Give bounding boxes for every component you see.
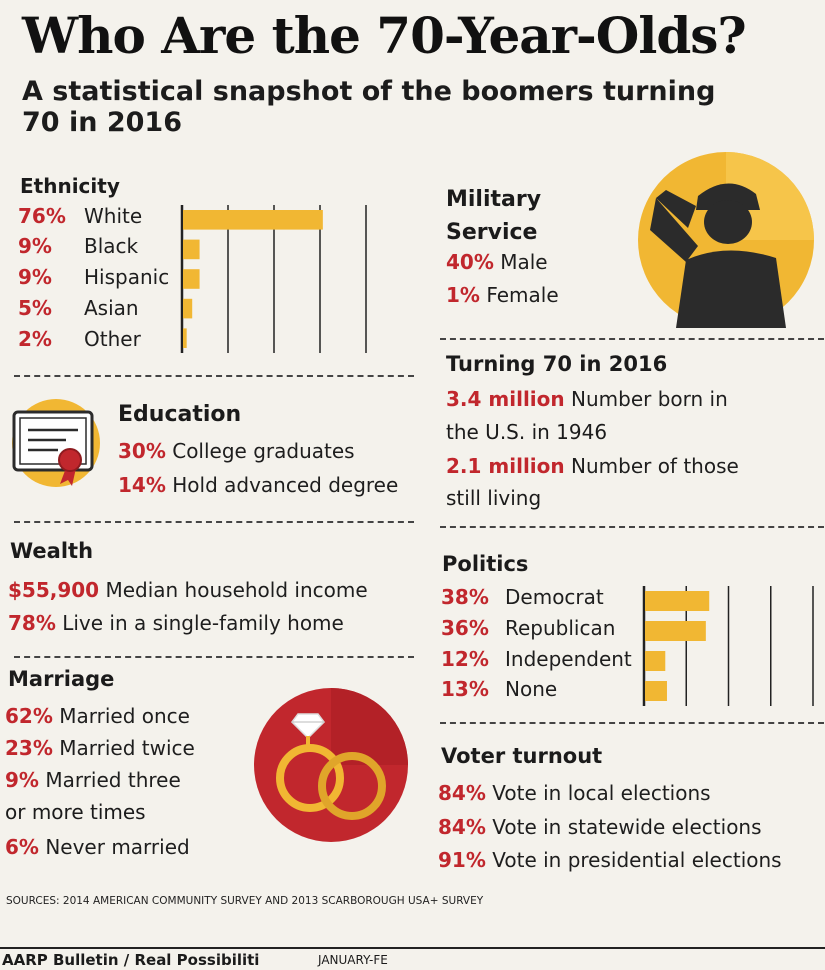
- living-text-line2: still living: [446, 486, 542, 510]
- marriage-row-continued: or more times: [5, 800, 146, 824]
- marriage-header: Marriage: [8, 667, 115, 691]
- footer-brand: AARP Bulletin / Real Possibiliti: [2, 951, 260, 969]
- politics-header: Politics: [442, 552, 529, 576]
- politics-row: [441, 677, 557, 701]
- saluting-soldier-icon: [636, 150, 816, 330]
- page-subtitle: A statistical snapshot of the boomers turning 70 in 2016: [22, 76, 716, 138]
- bar-democrat: [645, 591, 709, 611]
- marriage-label: Married once: [59, 704, 190, 728]
- sources-note: SOURCES: 2014 AMERICAN COMMUNITY SURVEY AND 2013 SCARBOROUGH USA+ SURVEY: [6, 895, 484, 907]
- military-label: Male: [500, 250, 548, 274]
- wealth-label: Live in a single-family home: [62, 611, 344, 635]
- turning70-stat-born: [446, 387, 728, 411]
- wealth-value: 78%: [8, 611, 56, 635]
- bar-hispanic: [183, 269, 200, 289]
- voter-pct: 84%: [438, 781, 486, 805]
- page-title: Who Are the 70-Year-Olds?: [22, 6, 746, 65]
- politics-row: [441, 616, 615, 640]
- ethnicity-row: [18, 204, 142, 228]
- politics-label: None: [505, 677, 558, 701]
- wealth-row: [8, 578, 368, 602]
- education-label: College graduates: [172, 439, 355, 463]
- bar-none: [645, 681, 667, 701]
- ethnicity-pct: 2%: [18, 327, 52, 351]
- ethnicity-row: [18, 296, 139, 320]
- footer-bar: [0, 947, 825, 970]
- ethnicity-label: Other: [84, 327, 141, 351]
- living-text: Number of those: [571, 454, 739, 478]
- marriage-label: Married three: [45, 768, 181, 792]
- education-row: [118, 473, 398, 497]
- marriage-pct: 6%: [5, 835, 39, 859]
- ethnicity-label: White: [84, 204, 143, 228]
- bar-black: [183, 240, 200, 260]
- politics-pct: 12%: [441, 647, 489, 671]
- politics-label: Democrat: [505, 585, 604, 609]
- politics-pct: 13%: [441, 677, 489, 701]
- military-row: [446, 250, 548, 274]
- marriage-pct: 62%: [5, 704, 53, 728]
- ethnicity-pct: 5%: [18, 296, 52, 320]
- education-pct: 30%: [118, 439, 166, 463]
- diploma-certificate-icon: [6, 398, 110, 488]
- ethnicity-row: [18, 234, 138, 258]
- bar-other: [183, 328, 187, 348]
- education-header: Education: [118, 402, 242, 427]
- marriage-row: [5, 835, 190, 859]
- marriage-row: [5, 704, 190, 728]
- military-label: Female: [486, 283, 559, 307]
- education-label: Hold advanced degree: [172, 473, 399, 497]
- education-row: [118, 439, 355, 463]
- politics-row: [441, 585, 604, 609]
- military-pct: 40%: [446, 250, 494, 274]
- military-pct: 1%: [446, 283, 480, 307]
- bar-independent: [645, 651, 665, 671]
- wealth-label: Median household income: [105, 578, 368, 602]
- voter-row: [438, 815, 762, 839]
- marriage-label: Never married: [45, 835, 190, 859]
- ethnicity-row: [18, 327, 141, 351]
- marriage-pct: 23%: [5, 736, 53, 760]
- voter-row: [438, 848, 782, 872]
- turning70-header: Turning 70 in 2016: [446, 352, 668, 376]
- ethnicity-bar-chart: [180, 205, 370, 353]
- bar-asian: [183, 299, 192, 319]
- marriage-label: Married twice: [59, 736, 195, 760]
- ethnicity-header: Ethnicity: [20, 174, 120, 198]
- ethnicity-pct: 76%: [18, 204, 66, 228]
- voter-label: Vote in statewide elections: [492, 815, 762, 839]
- ethnicity-pct: 9%: [18, 265, 52, 289]
- politics-row: [441, 647, 632, 671]
- wealth-row: [8, 611, 344, 635]
- voter-label: Vote in presidential elections: [492, 848, 782, 872]
- ethnicity-label: Black: [84, 234, 139, 258]
- born-value: 3.4 million: [446, 387, 565, 411]
- voter-label: Vote in local elections: [492, 781, 711, 805]
- military-header: Military Service: [446, 187, 542, 245]
- turning70-stat-living: [446, 454, 739, 478]
- born-text-line2: the U.S. in 1946: [446, 420, 608, 444]
- marriage-row: [5, 768, 181, 792]
- voter-pct: 84%: [438, 815, 486, 839]
- marriage-pct: 9%: [5, 768, 39, 792]
- politics-pct: 36%: [441, 616, 489, 640]
- living-value: 2.1 million: [446, 454, 565, 478]
- marriage-row: [5, 736, 195, 760]
- politics-label: Independent: [505, 647, 632, 671]
- voter-row: [438, 781, 711, 805]
- wealth-header: Wealth: [10, 539, 94, 563]
- politics-label: Republican: [505, 616, 616, 640]
- ethnicity-label: Hispanic: [84, 265, 170, 289]
- voter-pct: 91%: [438, 848, 486, 872]
- politics-bar-chart: [642, 586, 817, 706]
- voter-header: Voter turnout: [441, 744, 603, 768]
- bar-white: [183, 210, 323, 230]
- ethnicity-pct: 9%: [18, 234, 52, 258]
- wedding-rings-icon: [252, 686, 410, 844]
- bar-republican: [645, 621, 706, 641]
- ethnicity-label: Asian: [84, 296, 139, 320]
- military-row: [446, 283, 559, 307]
- politics-pct: 38%: [441, 585, 489, 609]
- born-text: Number born in: [571, 387, 728, 411]
- education-pct: 14%: [118, 473, 166, 497]
- wealth-value: $55,900: [8, 578, 100, 602]
- ethnicity-row: [18, 265, 169, 289]
- footer-date: JANUARY-FE: [318, 953, 388, 967]
